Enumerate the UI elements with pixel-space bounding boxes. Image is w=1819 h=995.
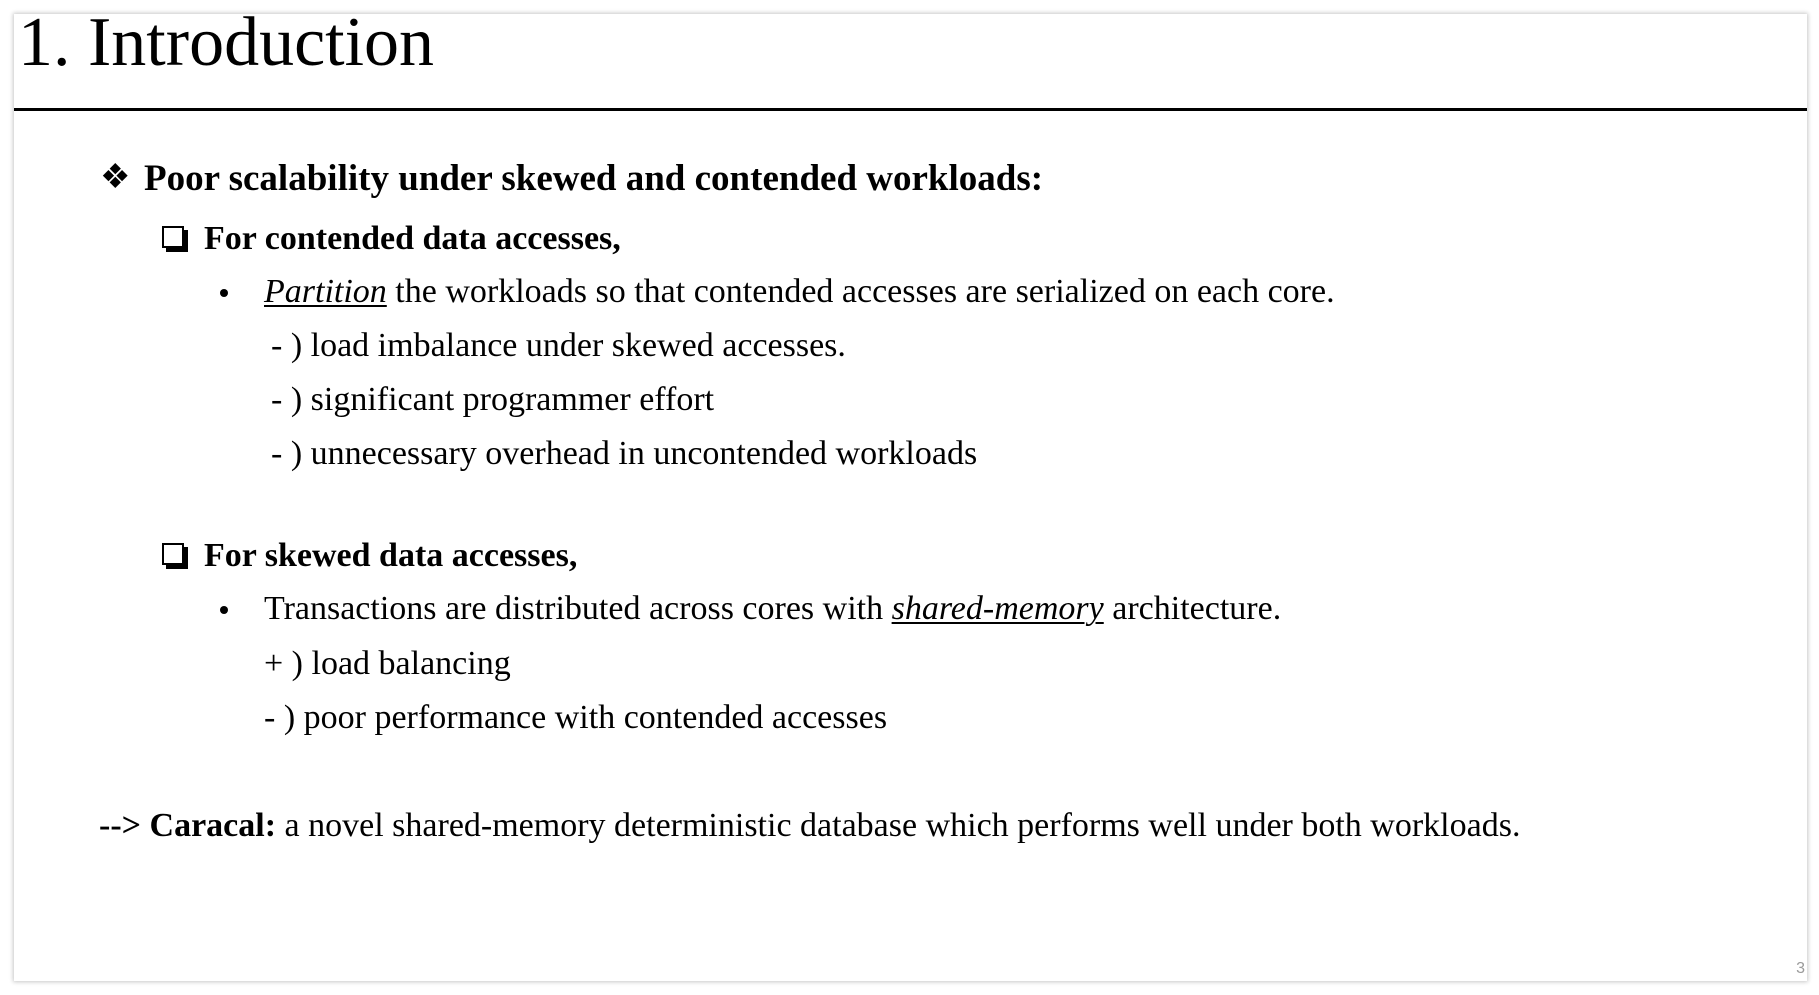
slide-title: 1. Introduction [18, 4, 435, 81]
partition-text: the workloads so that contended accesses are serialized on each core. [386, 273, 1335, 310]
slide [14, 4, 1807, 981]
section-heading-skewed: For skewed data accesses, [204, 537, 578, 574]
conclusion [99, 809, 1520, 843]
page-number: 3 [1796, 960, 1805, 977]
section-heading-contended: For contended data accesses, [204, 220, 621, 257]
title-underline [14, 108, 1807, 111]
shared-memory-term: shared-memory [891, 590, 1104, 627]
bullet-dot-icon [220, 606, 228, 614]
point-programmer-effort: - ) significant programmer effort [271, 381, 715, 418]
conclusion-name: Caracal: [149, 807, 277, 844]
point-poor-performance: - ) poor performance with contended accesses [264, 699, 888, 736]
conclusion-arrow: --> [99, 807, 142, 844]
conclusion-text: a novel shared-memory deterministic database which performs well under both workloads. [276, 807, 1521, 844]
bullet-shared-memory [264, 592, 1281, 626]
shared-memory-pre: Transactions are distributed across cores with [264, 590, 892, 627]
point-load-balancing: + ) load balancing [264, 645, 511, 682]
main-heading: Poor scalability under skewed and contended workloads: [144, 158, 1044, 199]
bullet-dot-icon [220, 289, 228, 297]
point-load-imbalance: - ) load imbalance under skewed accesses. [271, 327, 846, 364]
bullet-partition [264, 275, 1335, 309]
partition-term: Partition [264, 273, 387, 310]
shared-memory-post: architecture. [1103, 590, 1282, 627]
diamond-bullet-icon: ❖ [100, 159, 131, 196]
point-overhead: - ) unnecessary overhead in uncontended workloads [271, 435, 978, 472]
checkbox-bullet-icon [162, 543, 184, 565]
checkbox-bullet-icon [162, 226, 184, 248]
